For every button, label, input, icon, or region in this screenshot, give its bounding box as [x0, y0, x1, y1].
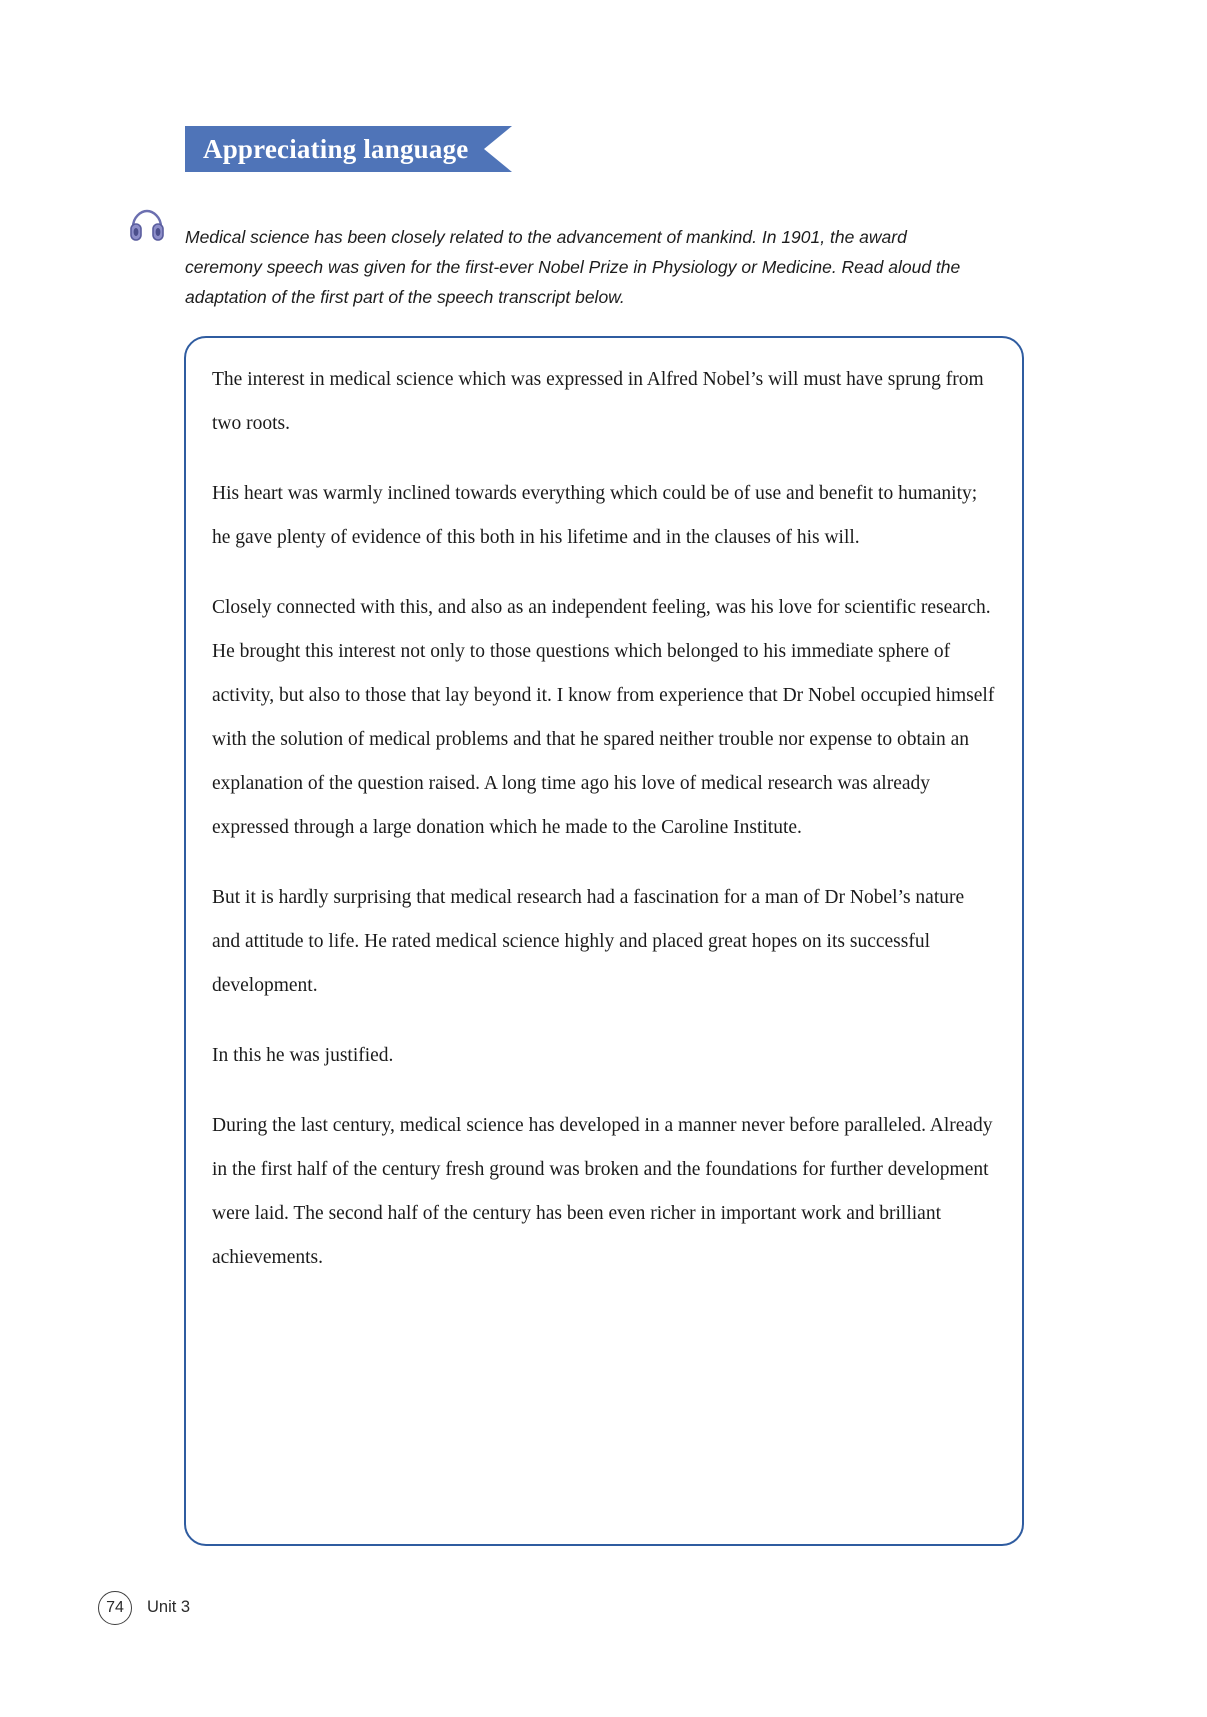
transcript-paragraph: In this he was justified.: [212, 1045, 394, 1066]
transcript-paragraph: The interest in medical science which was expressed in Alfred Nobel’s will must have sprung from two roots.: [212, 369, 984, 434]
footer-unit-label: Unit 3: [147, 1598, 191, 1616]
transcript-paragraph: His heart was warmly inclined towards everything which could be of use and benefit to humanity; he gave plenty of evidence of this both in his lifetime and in the clauses of his will.: [212, 483, 978, 548]
page-number-badge: 74: [98, 1591, 132, 1625]
transcript-paragraph: But it is hardly surprising that medical research had a fascination for a man of Dr Nobel’s nature and attitude to life. He rated medical science highly and placed great hopes on its successful development.: [212, 887, 965, 996]
instruction-text: Medical science has been closely related to the advancement of mankind. In 1901, the award ceremony speech was given for the first-ever Nobel Prize in Physiology or Medicine. Read aloud the adaptation of the first part of the speech transcript below.: [185, 227, 961, 307]
headphones-icon: [127, 205, 167, 245]
banner-tail-shape: [484, 126, 512, 172]
section-header-banner: [185, 126, 512, 172]
transcript-body: [212, 358, 996, 1280]
transcript-paragraph: During the last century, medical science has developed in a manner never before paralleled. Already in the first half of the century fresh ground was broken and the foundations for further development were laid. The second half of the century has been even richer in important work and brilliant achievements.: [212, 1115, 993, 1268]
transcript-paragraph: Closely connected with this, and also as an independent feeling, was his love for scientific research. He brought this interest not only to those questions which belonged to his immediate sphere of activity, but also to those that lay beyond it. I know from experience that Dr Nobel occupied himself with the solution of medical problems and that he spared neither trouble nor expense to obtain an explanation of the question raised. A long time ago his love of medical research was already expressed through a large donation which he made to the Caroline Institute.: [212, 597, 995, 838]
transcript-box: [184, 336, 1024, 1546]
banner-body: [185, 126, 484, 172]
page-title: Appreciating language: [203, 133, 469, 164]
